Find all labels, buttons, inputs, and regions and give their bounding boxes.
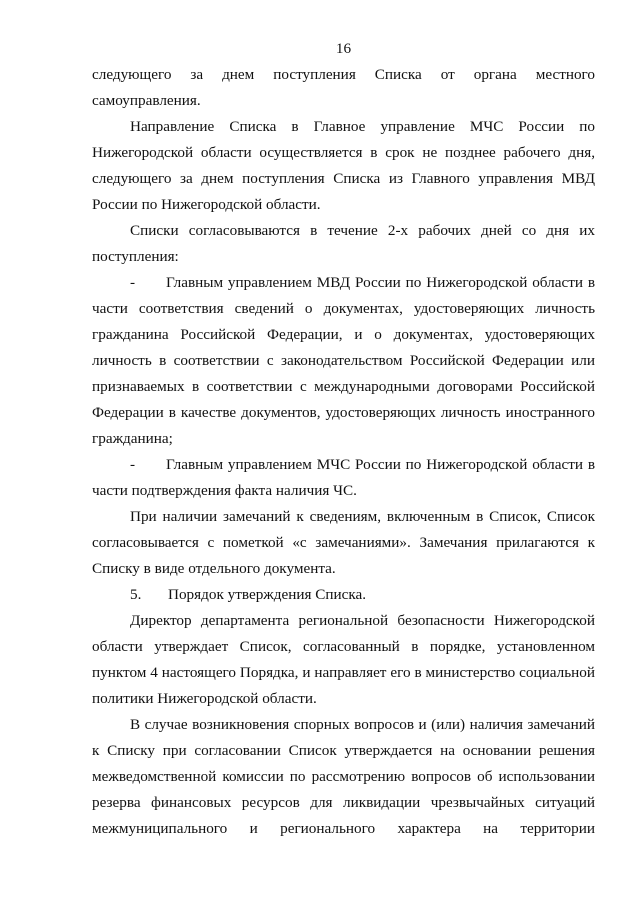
- list-dash: -: [130, 456, 136, 473]
- paragraph-remarks: При наличии замечаний к сведениям, включенным в Список, Список согласовывается с пометкой «с замечаниями». Замечания прилагаются к Списку в виде отдельного документа.: [92, 508, 595, 577]
- list-item-text: Главным управлением МЧС России по Нижегородской области в части подтверждения факта наличия ЧС.: [92, 456, 595, 499]
- paragraph-disputes: В случае возникновения спорных вопросов и (или) наличия замечаний к Списку при согласовании Список утверждается на основании решения межведомственной комиссии по рассмотрению вопросов об использовании резерва финансовых ресурсов для ликвидации чрезвычайных ситуаций межмуниципального и регионального характера на территории: [92, 716, 595, 837]
- paragraph-approval-period: Списки согласовываются в течение 2-х рабочих дней со дня их поступления:: [92, 222, 595, 265]
- paragraph-continuation: следующего за днем поступления Списка от органа местного самоуправления.: [92, 66, 595, 109]
- paragraph-mchs-direction: Направление Списка в Главное управление МЧС России по Нижегородской области осуществляется в срок не позднее рабочего дня, следующего за днем поступления Списка из Главного управления МВД России по Нижегородской области.: [92, 118, 595, 213]
- list-item-mchs: [92, 452, 595, 504]
- document-page: [92, 36, 595, 842]
- list-dash: -: [130, 274, 136, 291]
- section-number: 5.: [130, 586, 142, 603]
- list-item-text: Главным управлением МВД России по Нижегородской области в части соответствия сведений о документах, удостоверяющих личность гражданина Российской Федерации, и о документах, удостоверяющих личность в соответствии с законодательством Российской Федерации или признаваемых в соответствии с международными договорами Российской Федерации в качестве документов, удостоверяющих личность иностранного гражданина;: [92, 274, 595, 447]
- paragraph-director-approval: Директор департамента региональной безопасности Нижегородской области утверждает Список, согласованный в порядке, установленном пунктом 4 настоящего Порядка, и направляет его в министерство социальной политики Нижегородской области.: [92, 612, 595, 707]
- section-heading: [92, 582, 595, 608]
- page-number: 16: [335, 40, 352, 57]
- section-title: Порядок утверждения Списка.: [168, 586, 367, 603]
- list-item-mvd: [92, 270, 595, 452]
